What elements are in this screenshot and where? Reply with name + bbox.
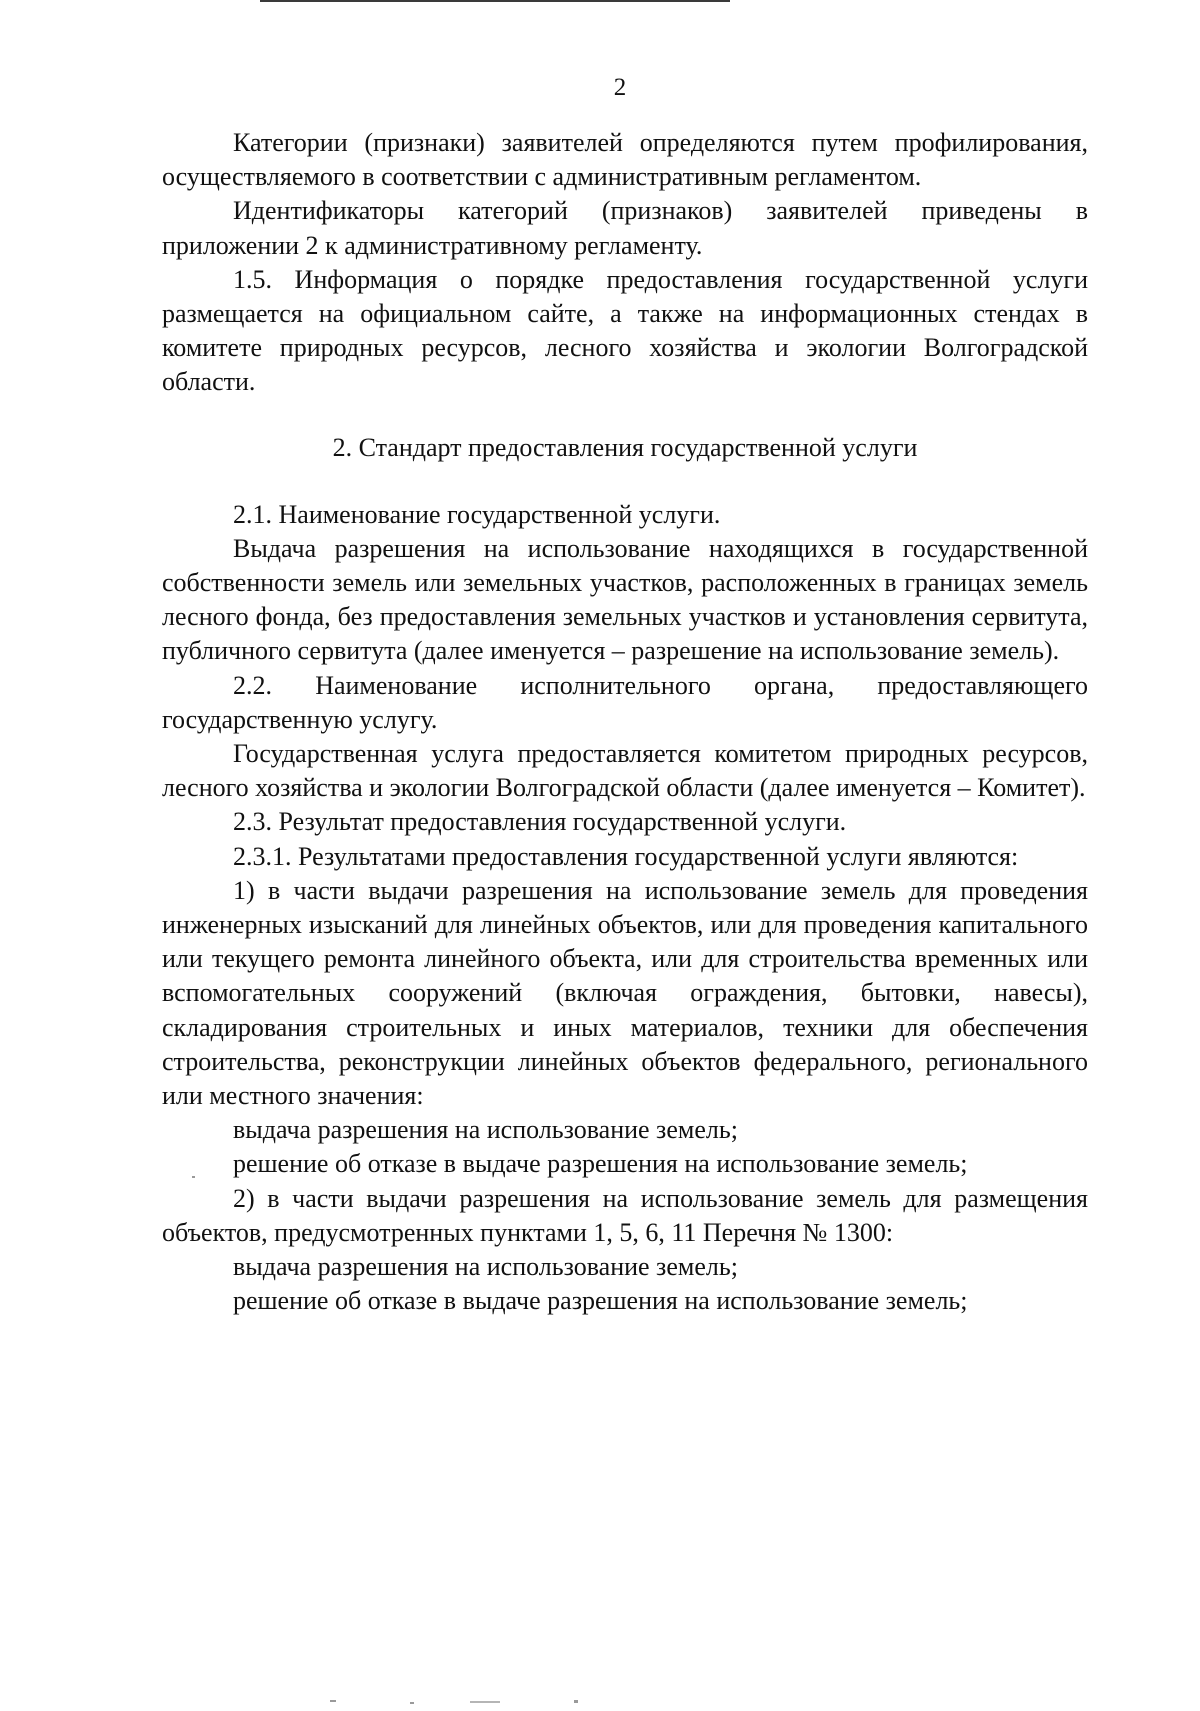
scan-speck	[330, 1700, 336, 1702]
sub-item-refusal-1: решение об отказе в выдаче разрешения на использование земель;	[233, 1149, 968, 1179]
list-item-1-linear-objects: 1) в части выдачи разрешения на использование земель для проведения инженерных изысканий для линейных объектов, или для проведения капитального или текущего ремонта линейного объекта, или для строительства временных или вспомогательных сооружений (включая ограждения, бытовки, навесы), складирования строительных и иных материалов, техники для обеспечения строительства, реконструкции линейных объектов федерального, регионального или местного значения:	[162, 875, 1088, 1111]
paragraph-2-2-title: 2.2. Наименование исполнительного органа, предоставляющего государственную услугу.	[162, 670, 1088, 734]
list-item-2-placement-objects: 2) в части выдачи разрешения на использование земель для размещения объектов, предусмотренных пунктами 1, 5, 6, 11 Перечня № 1300:	[162, 1183, 1088, 1247]
paragraph-service-name: Выдача разрешения на использование находящихся в государственной собственности земель или земельных участков, расположенных в границах земель лесного фонда, без предоставления земельных участков и установления сервитута, публичного сервитута (далее именуется – разрешение на использование земель).	[162, 533, 1088, 666]
paragraph-category-identifiers: Идентификаторы категорий (признаков) заявителей приведены в приложении 2 к административному регламенту.	[162, 196, 1088, 260]
scan-speck	[192, 1176, 195, 1178]
paragraph-2-1-title: 2.1. Наименование государственной услуги.	[233, 499, 721, 529]
paragraph-1-5-information: 1.5. Информация о порядке предоставления государственной услуги размещается на официальном сайте, а также на информационных стендах в комитете природных ресурсов, лесного хозяйства и экологии Волгоградской области.	[162, 264, 1088, 397]
scan-top-border	[260, 0, 730, 2]
sub-item-refusal-2: решение об отказе в выдаче разрешения на использование земель;	[233, 1286, 968, 1316]
section-heading: 2. Стандарт предоставления государственной услуги	[332, 432, 918, 462]
page-number: 2	[613, 74, 627, 101]
scan-speck	[470, 1701, 500, 1703]
paragraph-applicant-categories: Категории (признаки) заявителей определяются путем профилирования, осуществляемого в соответствии с административным регламентом.	[162, 128, 1088, 192]
document-body	[162, 126, 1088, 1319]
paragraph-2-3-title: 2.3. Результат предоставления государственной услуги.	[233, 807, 847, 837]
paragraph-provider: Государственная услуга предоставляется комитетом природных ресурсов, лесного хозяйства и экологии Волгоградской области (далее именуется – Комитет).	[162, 739, 1088, 803]
scan-speck	[410, 1702, 414, 1704]
paragraph-2-3-1-results: 2.3.1. Результатами предоставления государственной услуги являются:	[233, 841, 1019, 871]
sub-item-issue-permit-1: выдача разрешения на использование земель;	[233, 1115, 738, 1145]
scan-speck	[574, 1700, 578, 1703]
sub-item-issue-permit-2: выдача разрешения на использование земель;	[233, 1252, 738, 1282]
